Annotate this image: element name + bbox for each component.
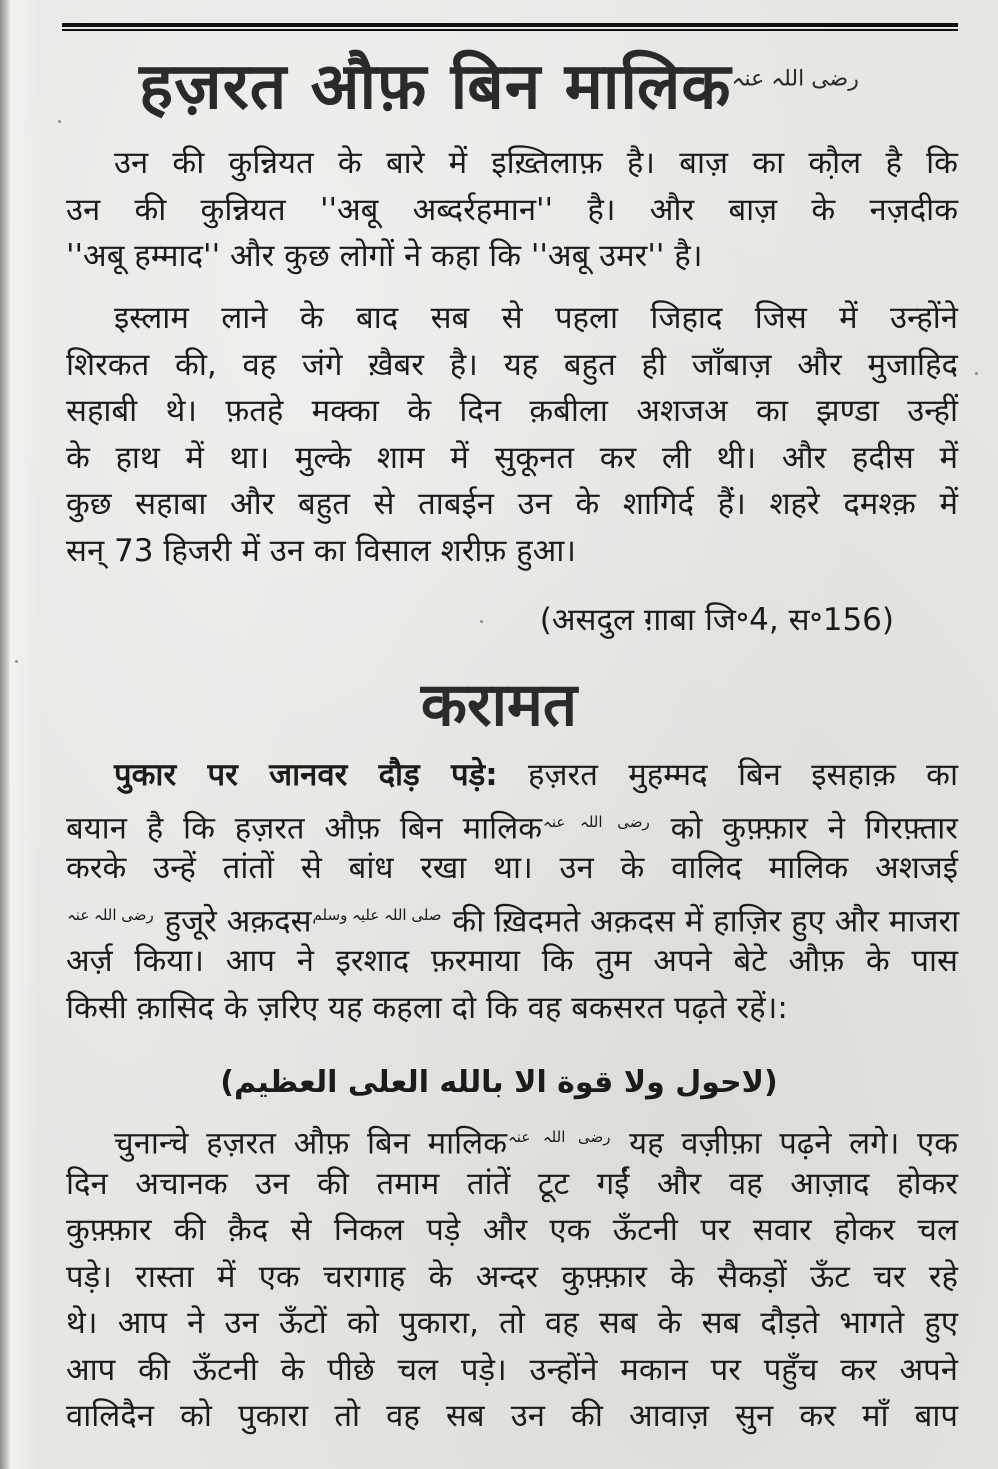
scan-speck	[15, 660, 18, 663]
karamat-paragraph-1	[66, 752, 958, 1031]
text-line: इस्लाम लाने के बाद सब से पहला जिहाद जिस में उन्होंने	[114, 300, 958, 336]
text-line: के हाथ में था। मुल्के शाम में सुकूनत कर ली थी। और हदीस में	[66, 439, 958, 476]
intro-paragraph-2	[66, 295, 958, 574]
scan-speck	[58, 120, 61, 123]
text-line	[66, 799, 958, 846]
honorific-radiallahu-anhu-icon: رضی اللہ عنہ	[508, 1128, 611, 1146]
section-heading-karamat: करामत	[420, 670, 578, 740]
intro-paragraph-1	[66, 140, 958, 280]
scan-speck	[480, 620, 483, 623]
text-run: यह वज़ीफ़ा पढ़ने लगे। एक	[629, 1125, 959, 1162]
text-run: चुनान्चे हज़रत औफ़ बिन मालिक	[114, 1125, 508, 1162]
bold-lead-in: पुकार पर जानवर दौड़ पड़े:	[114, 757, 498, 793]
header-rule-thin	[62, 29, 958, 31]
page-title-text: हज़रत औफ़ बिन मालिक	[139, 50, 732, 124]
honorific-radiallahu-anhu-icon: رضی اللہ عنہ	[543, 812, 650, 831]
text-run: को कुफ़्फ़ार ने गिरफ़्तार	[670, 809, 958, 846]
honorific-radiallahu-anhu-icon: رضی اللہ عنہ	[67, 905, 154, 924]
text-line: आप की ऊँटनी के पीछे चल पड़े। उन्होंने मकान पर पहुँच कर अपने	[66, 1351, 958, 1388]
text-line: दिन अचानक उन की तमाम तांतें टूट गईं और वह आज़ाद होकर	[66, 1165, 958, 1202]
text-run: की ख़िदमते अक़दस में हाज़िर हुए और माजरा	[452, 902, 960, 939]
text-line: शिरकत की, वह जंगे ख़ैबर है। यह बहुत ही जाँबाज़ और मुजाहिद	[66, 346, 958, 383]
text-line	[66, 1114, 958, 1161]
text-line: वालिदैन को पुकारा तो वह सब उन की आवाज़ सुन कर माँ बाप	[66, 1398, 958, 1434]
text-run: हज़रत मुहम्मद बिन इसहाक़ का	[528, 757, 959, 793]
text-line	[66, 892, 958, 939]
running-header-cropped	[60, 0, 938, 10]
text-line: ''अबू हम्माद'' और कुछ लोगों ने कहा कि ''अबू उमर'' है।	[66, 238, 703, 274]
header-rule-thick	[62, 23, 958, 27]
honorific-sallallahu-alaihi-wasallam-icon: صلی اللہ علیہ وسلم	[312, 905, 442, 924]
text-line: सहाबी थे। फ़तहे मक्का के दिन क़बीला अशजअ का झण्डा उन्हीं	[66, 393, 958, 429]
text-line: उन की कुन्नियत के बारे में इख़्तिलाफ़ है। बाज़ का कौ़ल है कि	[114, 145, 958, 181]
text-line: अर्ज़ किया। आप ने इरशाद फ़रमाया कि तुम अपने बेटे औफ़ के पास	[66, 943, 958, 979]
arabic-dua: (لاحول ولا قوة الا بالله العلى العظيم)	[220, 1065, 778, 1100]
text-run: बयान है कि हज़रत औफ़ बिन मालिक	[66, 809, 543, 846]
text-line: कुछ सहाबा और बहुत से ताबईन उन के शागिर्द हैं। शहरे दमश्क़ में	[66, 486, 958, 522]
text-line	[66, 752, 958, 799]
page-title	[0, 52, 998, 122]
source-citation: (असदुल ग़ाबा जि॰4, स॰156)	[539, 602, 894, 638]
text-line: थे। आप ने उन ऊँटों को पुकारा, तो वह सब के सब दौड़ते भागते हुए	[66, 1305, 958, 1341]
text-run: हुजूरे अक़दस	[164, 902, 312, 939]
text-line: पड़े। रास्ता में एक चरागाह के अन्दर कुफ़्फ़ार के सैकड़ों ऊँट चर रहे	[66, 1258, 958, 1295]
scan-speck	[975, 372, 978, 375]
text-line: किसी क़ासिद के ज़रिए यह कहला दो कि वह बकसरत पढ़ते रहें।:	[66, 989, 788, 1026]
honorific-radiallahu-anhu-icon: رضی اللہ عنہ	[731, 66, 859, 92]
text-line: उन की कुन्नियत ''अबू अब्दर्रहमान'' है। और बाज़ के नज़दीक	[66, 191, 958, 228]
karamat-paragraph-2	[66, 1114, 958, 1440]
text-line: कुफ़्फ़ार की क़ैद से निकल पड़े और एक ऊँटनी पर सवार होकर चल	[66, 1212, 958, 1248]
text-line: सन् 73 हिजरी में उन का विसाल शरीफ़ हुआ।	[66, 532, 577, 569]
text-line: करके उन्हें तांतों से बांध रखा था। उन के वालिद मालिक अशजई	[66, 850, 958, 886]
